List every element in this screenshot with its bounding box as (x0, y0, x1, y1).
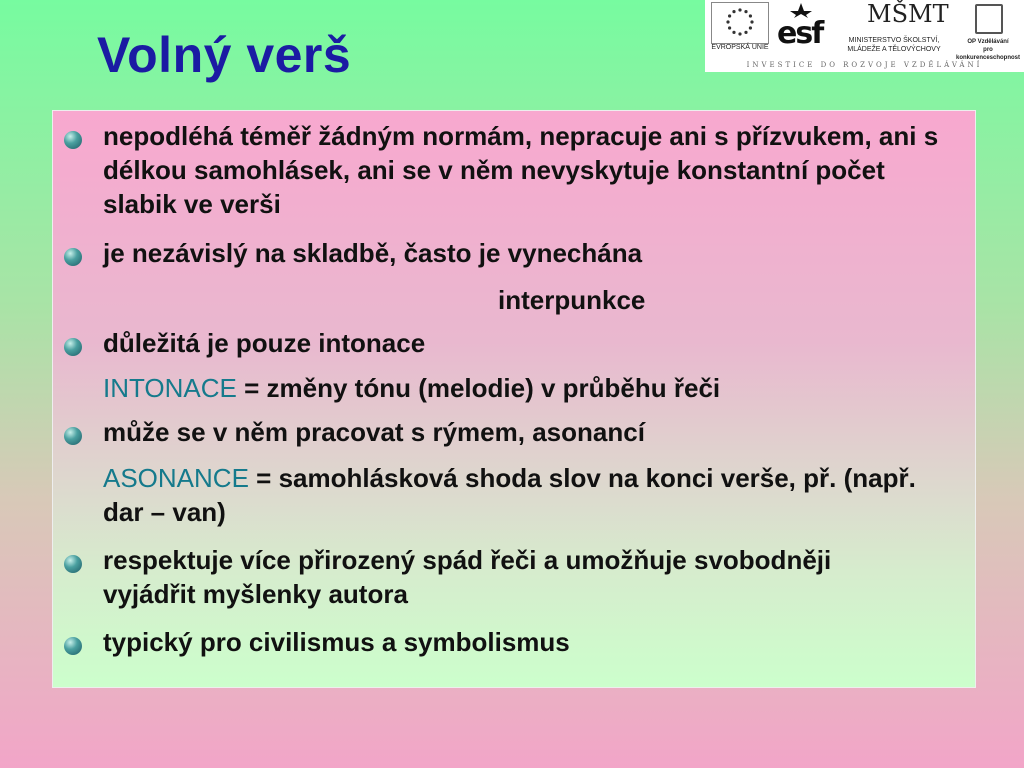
list-item-text: nepodléhá téměř žádným normám, nepracuje ani s přízvukem, ani s délkou samohlásek, ani se v něm nevyskytuje konstantní počet slabik ve verši (103, 121, 939, 219)
esf-text: esf (777, 16, 823, 51)
eu-flag-icon (711, 2, 769, 44)
op-emblem-icon (975, 4, 1003, 34)
op-caption-line1: OP Vzdělávání (967, 39, 1009, 45)
definition-text (103, 461, 923, 529)
op-logo (953, 2, 1023, 61)
list-item-text: je nezávislý na skladbě, často je vynechána (103, 238, 643, 268)
definition-text (103, 371, 943, 405)
msmt-mark: MŠMT (867, 0, 949, 28)
op-caption (953, 38, 1023, 62)
motto-text: INVESTICE DO ROZVOJE VZDĚLÁVÁNÍ (746, 61, 983, 69)
definition-term: ASONANCE (103, 463, 249, 493)
bullet-icon (64, 248, 82, 266)
msmt-logo (839, 2, 949, 56)
list-item-text: typický pro civilismus a symbolismus (103, 627, 570, 657)
list-item-text: respektuje více přirozený spád řeči a umožňuje svobodněji vyjádřit myšlenky autora (103, 545, 832, 609)
definition-term: INTONACE (103, 373, 237, 403)
eu-logo (707, 2, 771, 56)
list-item-text: důležitá je pouze intonace (103, 328, 426, 358)
bullet-icon (64, 427, 82, 445)
definition-body: = samohlásková shoda slov na konci verše, př. (např. dar – van) (103, 463, 916, 527)
bullet-icon (64, 555, 82, 573)
sponsor-logo-strip (705, 0, 1024, 72)
definition-body: = změny tónu (melodie) v průběhu řeči (244, 373, 721, 403)
bullet-icon (64, 131, 82, 149)
msmt-caption-line2: MLÁDEŽE A TĚLOVÝCHOVY (847, 46, 941, 53)
list-item-text: může se v něm pracovat s rýmem, asonancí (103, 417, 645, 447)
esf-logo (775, 2, 835, 56)
msmt-caption-line1: MINISTERSTVO ŠKOLSTVÍ, (848, 37, 940, 44)
eu-caption: EVROPSKÁ UNIE (711, 44, 769, 51)
msmt-caption (839, 36, 949, 54)
list-item-continuation: interpunkce (498, 285, 646, 315)
content-box (52, 110, 976, 688)
op-caption-line2: pro konkurenceschopnost (955, 47, 1020, 61)
slide-title: Volný verš (97, 27, 352, 83)
bullet-icon (64, 338, 82, 356)
bullet-icon (64, 637, 82, 655)
